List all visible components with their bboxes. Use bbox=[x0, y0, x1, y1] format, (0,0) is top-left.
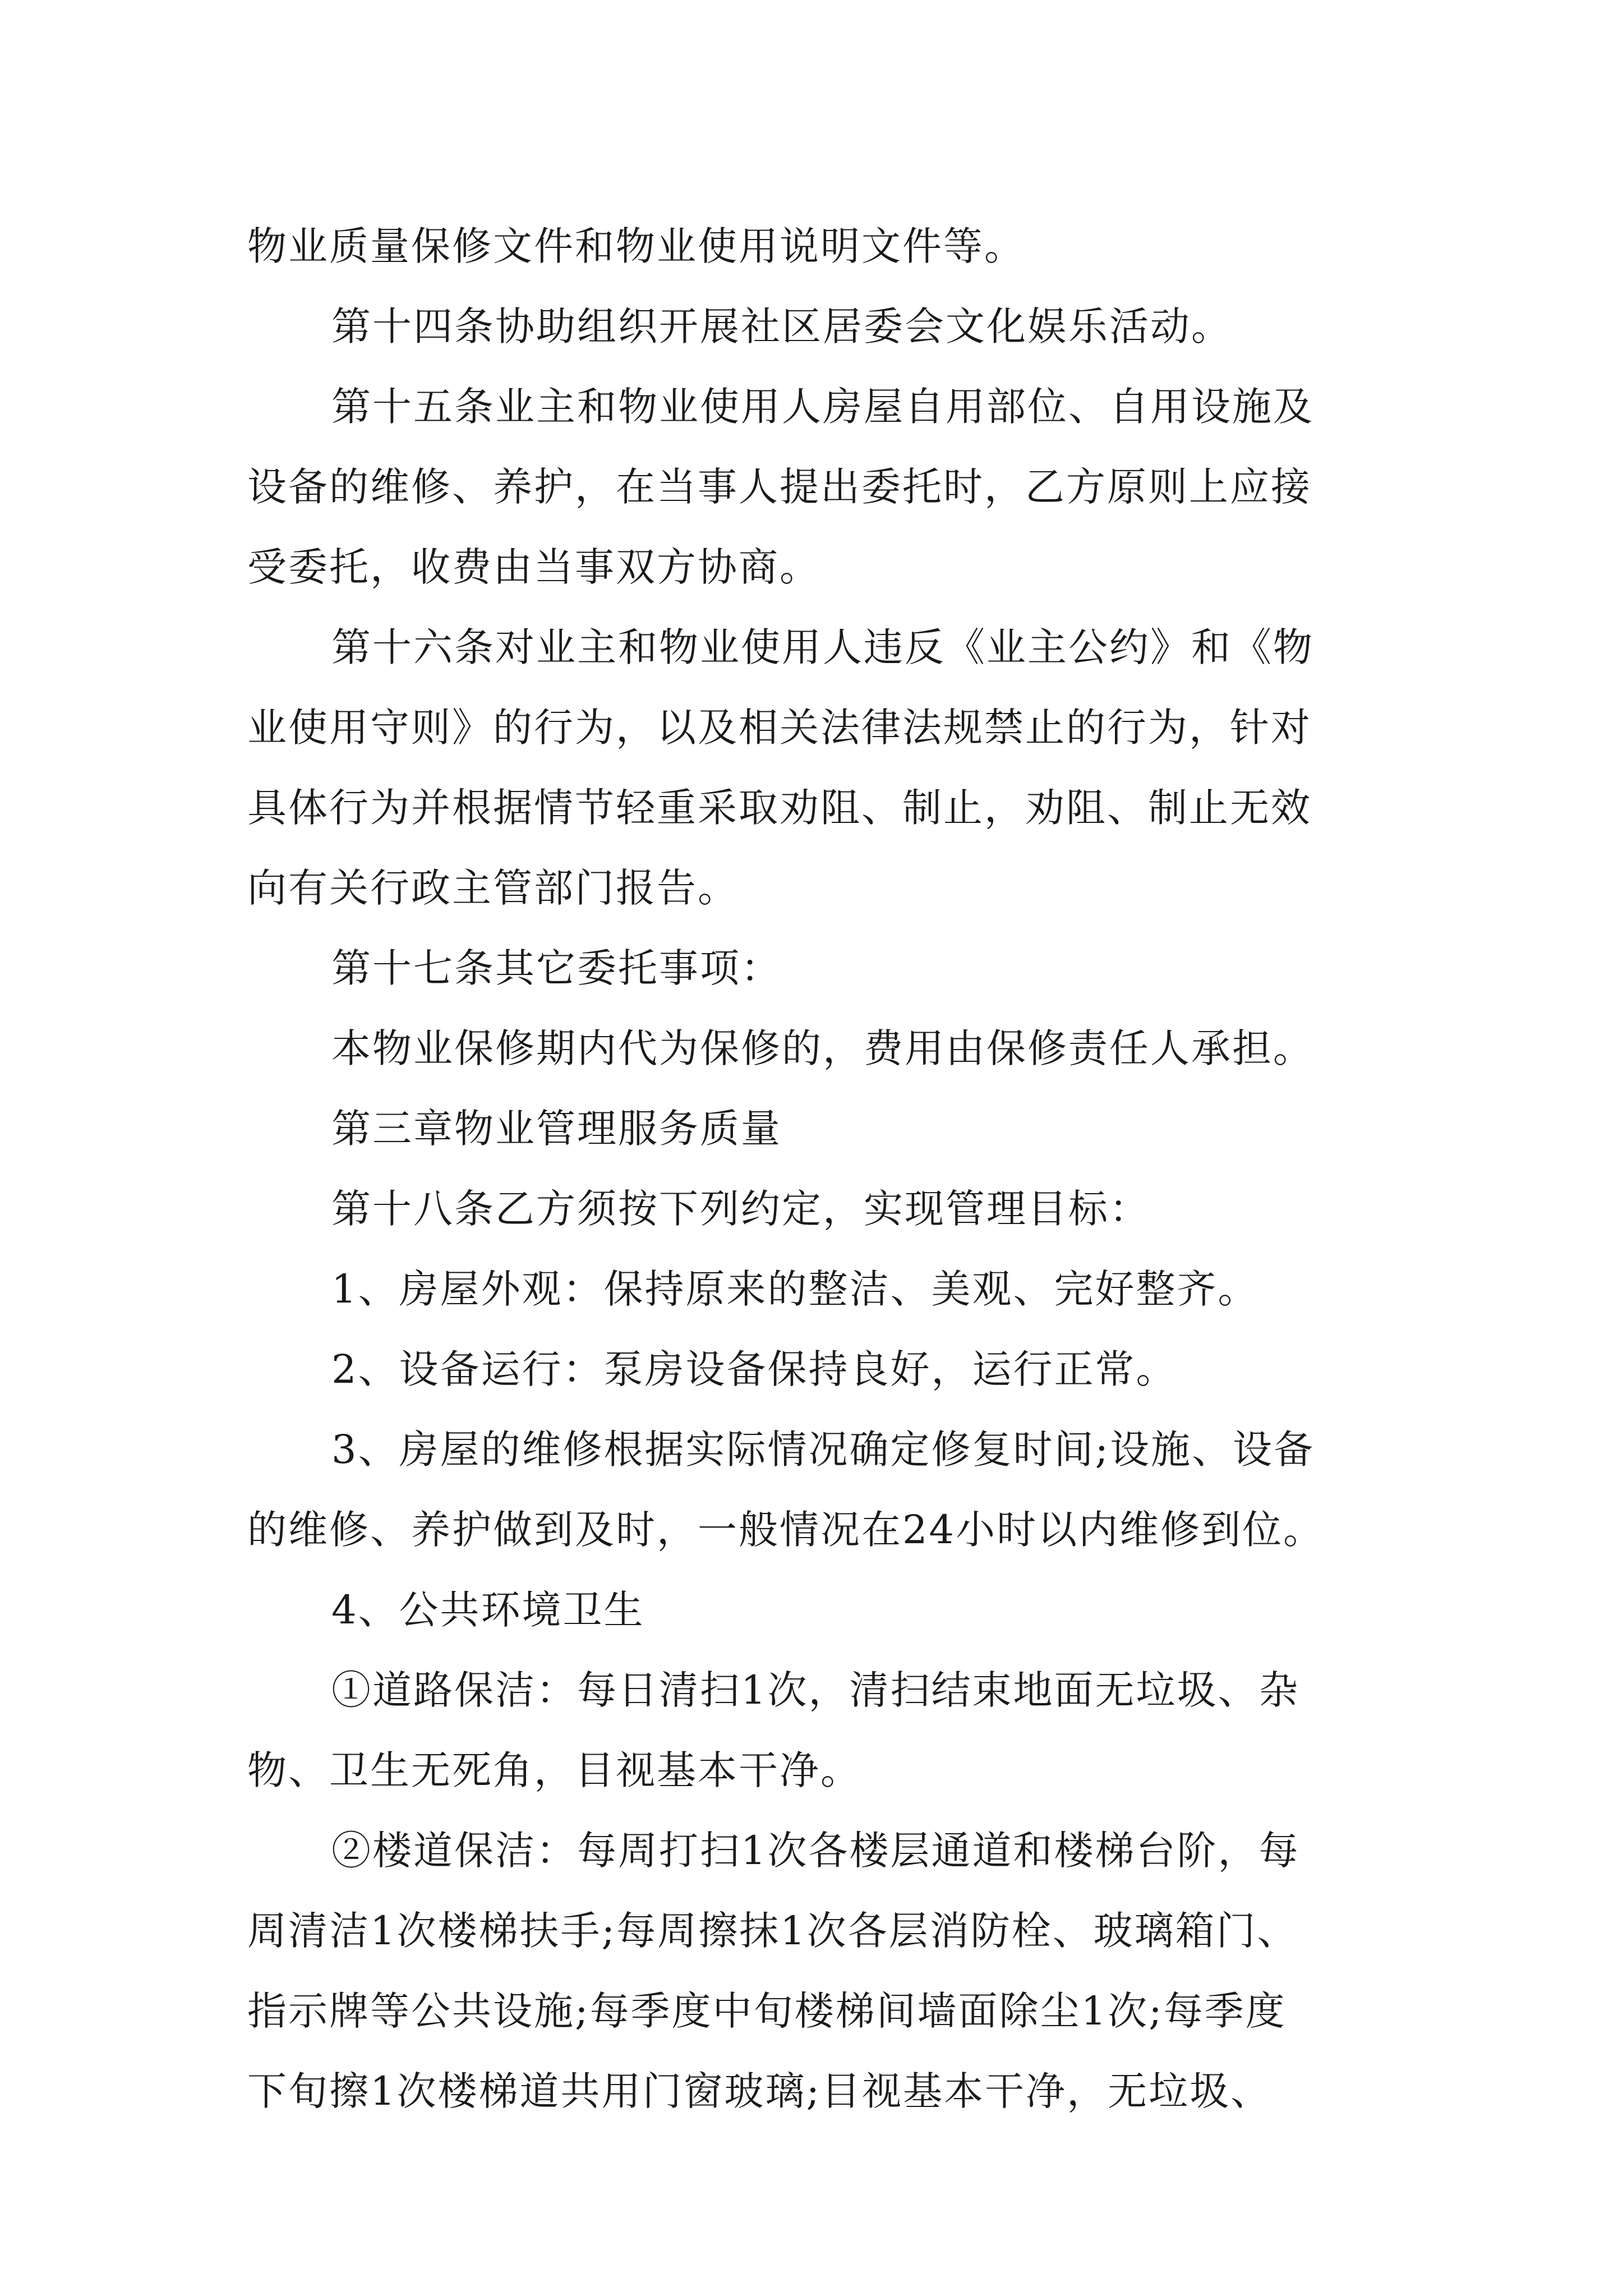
text-line: 物业质量保修文件和物业使用说明文件等。 bbox=[247, 223, 1025, 269]
text-line: 第十五条业主和物业使用人房屋自用部位、自用设施及 bbox=[331, 384, 1314, 430]
text-line: 第十四条协助组织开展社区居委会文化娱乐活动。 bbox=[331, 303, 1232, 349]
text-line: 下旬擦1次楼梯道共用门窗玻璃;目视基本干净，无垃圾、 bbox=[247, 2068, 1272, 2114]
text-line: 1、房屋外观：保持原来的整洁、美观、完好整齐。 bbox=[331, 1266, 1259, 1312]
text-line: 第十八条乙方须按下列约定，实现管理目标： bbox=[331, 1186, 1150, 1232]
text-line: 指示牌等公共设施;每季度中旬楼梯间墙面除尘1次;每季度 bbox=[247, 1988, 1287, 2034]
text-line: ②楼道保洁：每周打扫1次各楼层通道和楼梯台阶，每 bbox=[331, 1828, 1300, 1874]
text-line: 周清洁1次楼梯扶手;每周擦抹1次各层消防栓、玻璃箱门、 bbox=[247, 1908, 1298, 1954]
document-body bbox=[247, 206, 1391, 2132]
text-line: 具体行为并根据情节轻重采取劝阻、制止，劝阻、制止无效 bbox=[247, 785, 1312, 831]
text-line: 设备的维修、养护，在当事人提出委托时，乙方原则上应接 bbox=[247, 464, 1312, 510]
text-line: 受委托，收费由当事双方协商。 bbox=[247, 544, 820, 590]
text-line: 本物业保修期内代为保修的，费用由保修责任人承担。 bbox=[331, 1025, 1314, 1071]
section-heading: 第三章物业管理服务质量 bbox=[331, 1106, 782, 1152]
text-line: 物、卫生无死角，目视基本干净。 bbox=[247, 1747, 861, 1793]
text-line: 业使用守则》的行为，以及相关法律法规禁止的行为，针对 bbox=[247, 705, 1312, 751]
text-line: 向有关行政主管部门报告。 bbox=[247, 865, 739, 911]
text-line: 2、设备运行：泵房设备保持良好，运行正常。 bbox=[331, 1346, 1177, 1392]
text-line: 第十七条其它委托事项： bbox=[331, 945, 782, 991]
text-line: 4、公共环境卫生 bbox=[331, 1587, 645, 1633]
text-line: 第十六条对业主和物业使用人违反《业主公约》和《物 bbox=[331, 624, 1314, 670]
text-line: 的维修、养护做到及时，一般情况在24小时以内维修到位。 bbox=[247, 1507, 1325, 1553]
text-line: 3、房屋的维修根据实际情况确定修复时间;设施、设备 bbox=[331, 1427, 1315, 1473]
text-line: ①道路保洁：每日清扫1次，清扫结束地面无垃圾、杂 bbox=[331, 1667, 1300, 1713]
